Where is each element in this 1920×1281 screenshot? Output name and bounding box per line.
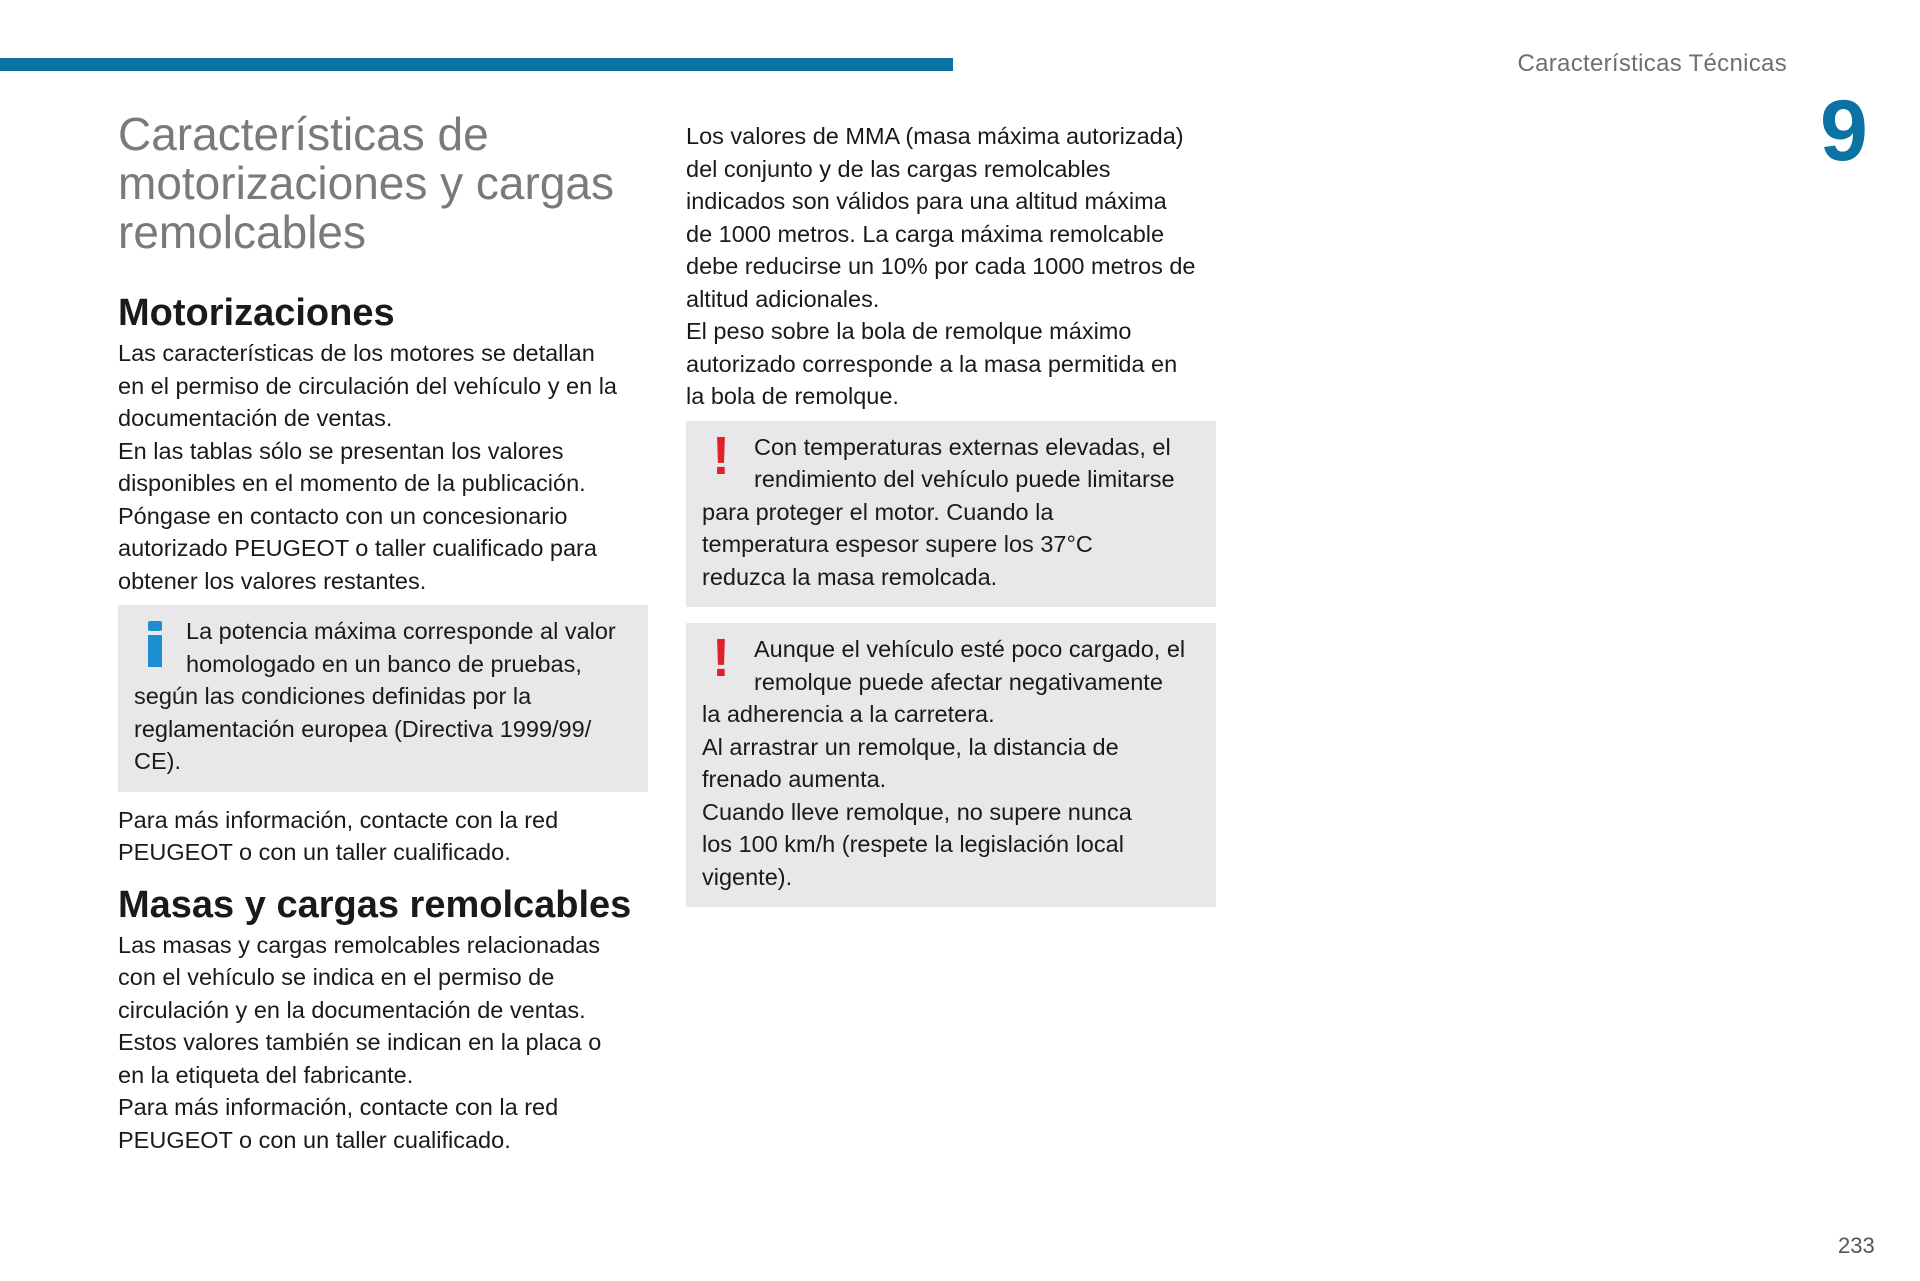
- section-title: Características de motorizaciones y cargas remolcables: [118, 108, 614, 258]
- info-box-text: según las condiciones definidas por la reglamentación europea (Directiva 1999/99/ CE).: [134, 683, 592, 774]
- warning-2-text-intro: Aunque el vehículo esté poco cargado, el remolque puede afectar negativamente: [754, 636, 1186, 695]
- mma-paragraph: Los valores de MMA (masa máxima autorizada) del conjunto y de las cargas remolcables indicados son válidos para una altitud máxima de 1000 metros. La carga máxima remolcable debe reducirse un 10% por cada 1000 metros de altitud adicionales. El peso sobre la bola de remolque máximo autorizado corresponde a la masa permitida en la bola de remolque.: [686, 123, 1196, 409]
- heading-motorizaciones: Motorizaciones: [118, 292, 395, 334]
- info-icon: [146, 621, 164, 667]
- warning-box-towing: [686, 623, 1216, 907]
- header-accent-bar: [0, 58, 953, 71]
- middle-column: [686, 120, 1216, 907]
- warning-icon: !: [712, 425, 730, 486]
- info-box: [118, 605, 648, 792]
- warning-box-temperature: [686, 421, 1216, 608]
- motorizaciones-paragraph-1: Las características de los motores se detallan en el permiso de circulación del vehículo y en la documentación de ventas.: [118, 340, 617, 431]
- running-header: Características Técnicas: [1517, 50, 1787, 77]
- page-number: 233: [1838, 1233, 1875, 1258]
- warning-2-text: la adherencia a la carretera. Al arrastrar un remolque, la distancia de frenado aumenta. Cuando lleve remolque, no supere nunca los 100 km/h (respete la legislación local vigente).: [702, 701, 1132, 890]
- warning-1-text-intro: Con temperaturas externas elevadas, el rendimiento del vehículo puede limitarse: [754, 433, 1175, 492]
- heading-masas: Masas y cargas remolcables: [118, 883, 632, 926]
- masas-paragraph: Las masas y cargas remolcables relacionadas con el vehículo se indica en el permiso de circulación y en la documentación de ventas. Estos valores también se indican en la placa o en la etiqueta del fabricante. Para más información, contacte con la red PEUGEOT o con un taller cualificado.: [118, 931, 602, 1153]
- info-box-text-intro: La potencia máxima corresponde al valor homologado en un banco de pruebas,: [186, 618, 616, 677]
- warning-1-text: para proteger el motor. Cuando la temperatura espesor supere los 37°C reduzca la masa remolcada.: [702, 498, 1093, 590]
- motorizaciones-paragraph-3: Para más información, contacte con la red PEUGEOT o con un taller cualificado.: [118, 806, 559, 865]
- warning-icon: !: [712, 628, 730, 688]
- left-column: [118, 110, 648, 1156]
- motorizaciones-paragraph-2: En las tablas sólo se presentan los valores disponibles en el momento de la publicación. Póngase en contacto con un concesionario autorizado PEUGEOT o taller cualificado para obtener los valores restantes.: [118, 437, 597, 594]
- chapter-number: 9: [1820, 83, 1868, 179]
